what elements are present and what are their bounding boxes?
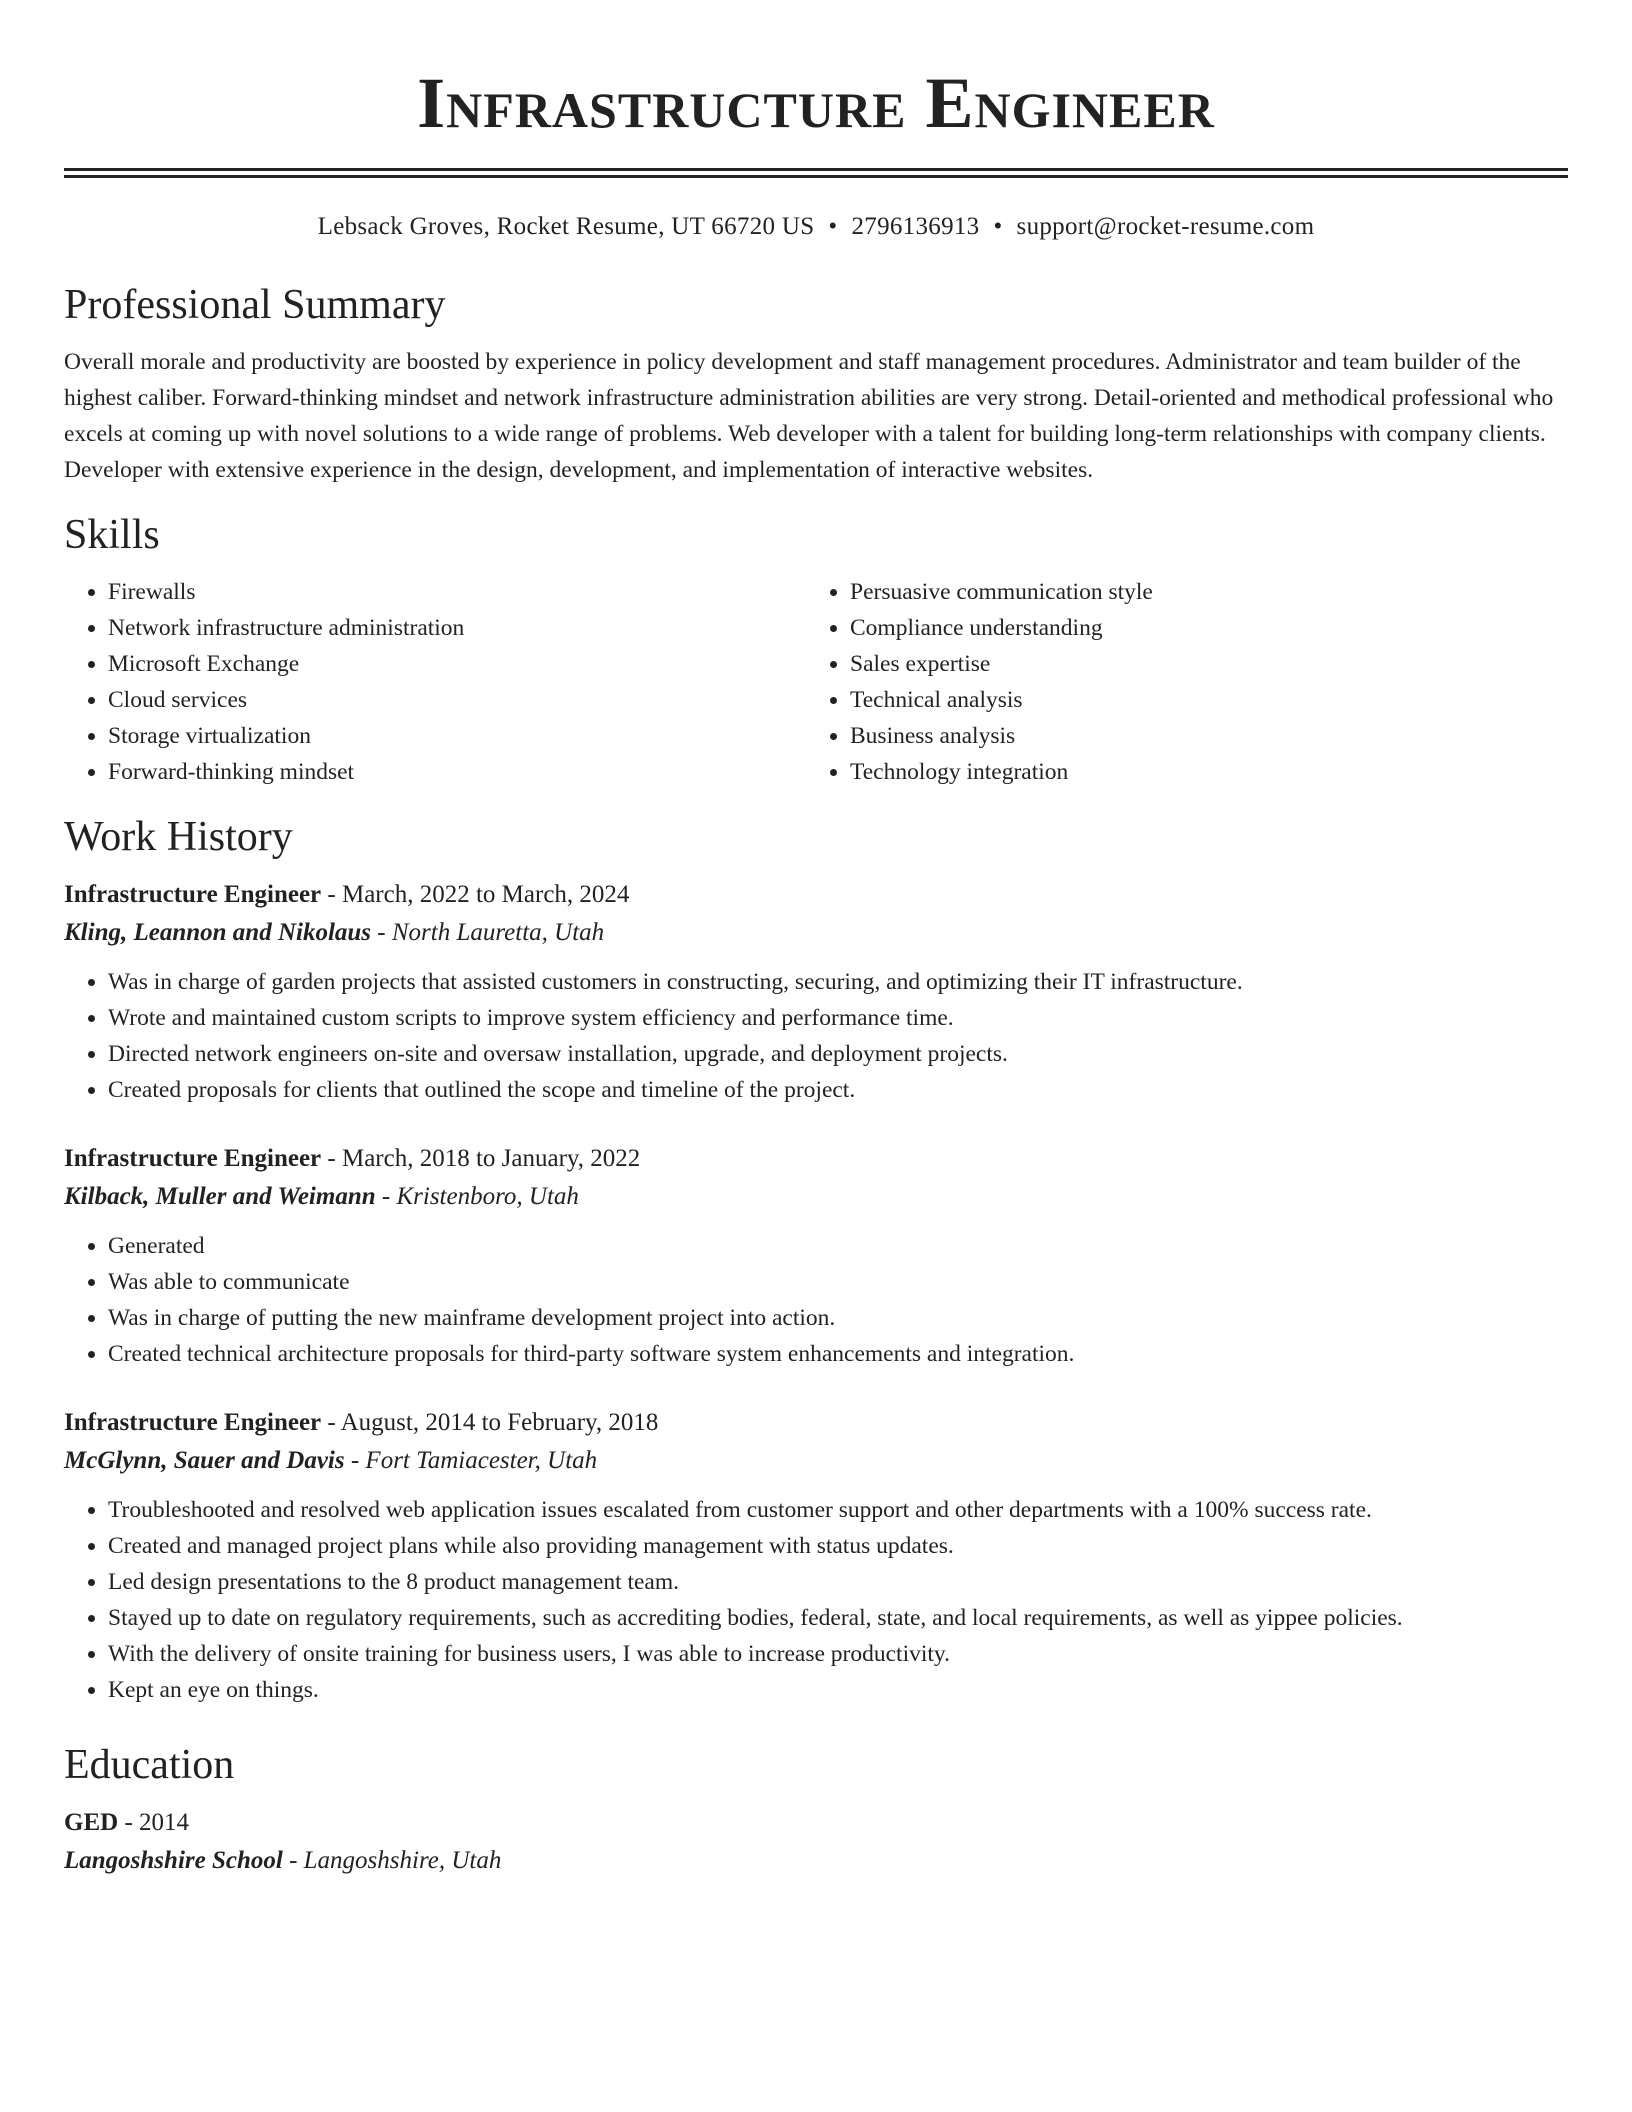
job-location: - Kristenboro, Utah [375,1183,579,1210]
job-location: - Fort Tamiacester, Utah [344,1447,598,1474]
job-bullets [64,1492,1568,1708]
job-entry [64,1404,1568,1708]
job-title: Infrastructure Engineer [64,1409,322,1436]
job-bullet: • With the delivery of onsite training for business users, I was able to increase productivity. [108,1636,1568,1672]
skills-heading: Skills [64,512,160,558]
job-bullet: • Created and managed project plans while also providing management with status updates. [108,1528,1568,1564]
contact-separator: • [993,213,1003,240]
job-bullet: • Was in charge of garden projects that assisted customers in constructing, securing, and optimizing their IT infrastructure. [108,964,1568,1000]
contact-address: Lebsack Groves, Rocket Resume, UT 66720 US [317,213,815,240]
contact-line [64,212,1568,242]
skill-item: • Storage virtualization [108,718,806,754]
skill-item: • Forward-thinking mindset [108,754,806,790]
job-title-line [64,1404,1568,1442]
job-bullet: • Was in charge of putting the new mainframe development project into action. [108,1300,1568,1336]
skill-item: • Sales expertise [850,646,1548,682]
job-dates: - August, 2014 to February, 2018 [321,1409,659,1436]
skill-item: • Technology integration [850,754,1548,790]
job-dates: - March, 2022 to March, 2024 [321,881,630,908]
job-title: Infrastructure Engineer [64,1145,322,1172]
job-bullet: • Troubleshooted and resolved web application issues escalated from customer support and other departments with a 100% success rate. [108,1492,1568,1528]
education-degree: GED [64,1809,119,1836]
job-bullet: • Was able to communicate [108,1264,1568,1300]
title-divider [64,168,1568,178]
resume-title: Infrastructure Engineer [417,63,1215,143]
job-bullet: • Stayed up to date on regulatory requirements, such as accrediting bodies, federal, state, and local requirements, as well as yippee policies. [108,1600,1568,1636]
skills-column-left [64,574,806,790]
education-degree-line [64,1804,1568,1842]
work-history-section [64,812,1568,1708]
job-bullet: • Wrote and maintained custom scripts to improve system efficiency and performance time. [108,1000,1568,1036]
job-title: Infrastructure Engineer [64,881,322,908]
job-bullet: • Directed network engineers on-site and oversaw installation, upgrade, and deployment projects. [108,1036,1568,1072]
skill-item: • Business analysis [850,718,1548,754]
contact-email[interactable]: support@rocket-resume.com [1016,213,1315,240]
education-location: - Langoshshire, Utah [282,1847,502,1874]
summary-section [64,280,1568,488]
job-bullet: • Generated [108,1228,1568,1264]
contact-phone: 2796136913 [851,213,980,240]
job-company: Kling, Leannon and Nikolaus [64,919,372,946]
job-bullet: • Created proposals for clients that outlined the scope and timeline of the project. [108,1072,1568,1108]
job-company-line [64,914,1568,952]
skills-grid [64,574,1568,790]
job-bullet: • Kept an eye on things. [108,1672,1568,1708]
job-bullet: • Created technical architecture proposals for third-party software system enhancements and integration. [108,1336,1568,1372]
job-title-line [64,1140,1568,1178]
job-bullet: • Led design presentations to the 8 product management team. [108,1564,1568,1600]
job-bullets [64,964,1568,1108]
skill-item: • Technical analysis [850,682,1548,718]
skills-column-right [806,574,1548,790]
summary-text: Overall morale and productivity are boosted by experience in policy development and staff management procedures. Administrator and team builder of the highest caliber. Forward-thinking mindset and network infrastructure administration abilities are very strong. Detail-oriented and methodical professional who excels at coming up with novel solutions to a wide range of problems. Web developer with a talent for building long-term relationships with company clients. Developer with extensive experience in the design, development, and implementation of interactive websites. [64,349,1554,483]
job-bullets [64,1228,1568,1372]
skill-item: • Network infrastructure administration [108,610,806,646]
education-school: Langoshshire School [64,1847,283,1874]
job-company-line [64,1442,1568,1480]
job-entry [64,1140,1568,1372]
contact-separator: • [828,213,838,240]
education-school-line [64,1842,1568,1880]
job-company: McGlynn, Sauer and Davis [64,1447,345,1474]
skill-item: • Microsoft Exchange [108,646,806,682]
education-year: - 2014 [118,1809,190,1836]
job-company: Kilback, Muller and Weimann [64,1183,376,1210]
skills-section [64,510,1568,790]
job-dates: - March, 2018 to January, 2022 [321,1145,641,1172]
skill-item: • Compliance understanding [850,610,1548,646]
skill-item: • Persuasive communication style [850,574,1548,610]
job-company-line [64,1178,1568,1216]
job-location: - North Lauretta, Utah [371,919,605,946]
education-section [64,1740,1568,1880]
skill-item: • Firewalls [108,574,806,610]
summary-heading: Professional Summary [64,282,446,328]
skill-item: • Cloud services [108,682,806,718]
job-entry [64,876,1568,1108]
education-heading: Education [64,1742,235,1788]
job-title-line [64,876,1568,914]
work-history-heading: Work History [64,814,293,860]
